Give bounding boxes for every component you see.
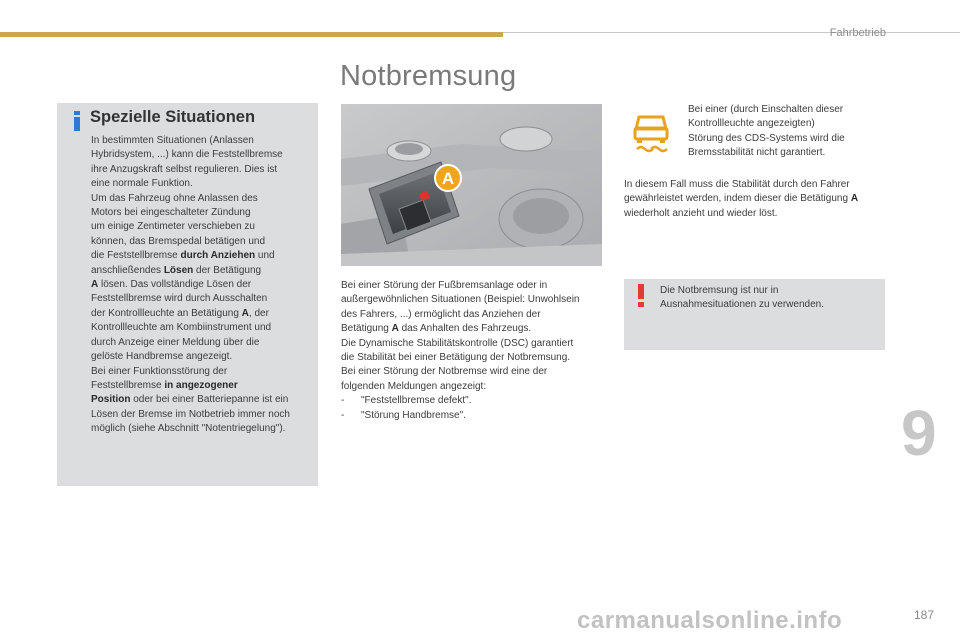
text-line: können, das Bremspedal betätigen und xyxy=(91,235,266,247)
text-line: anschließendes Lösen der Betätigung xyxy=(91,264,262,276)
callout-a-label: A xyxy=(441,169,455,188)
text-line: die Feststellbremse durch Anziehen und xyxy=(91,250,275,262)
text-line: um einige Zentimeter verschieben zu xyxy=(91,221,255,233)
text-line: Störung des CDS-Systems wird die xyxy=(688,132,845,144)
text-line: In diesem Fall muss die Stabilität durch den Fahrer xyxy=(624,179,850,190)
text-line: Bei einer Störung der Fußbremsanlage oder in xyxy=(341,280,548,291)
info-icon xyxy=(70,111,84,131)
text-line: Bei einer Funktionsstörung der xyxy=(91,365,228,377)
text-line: Betätigung A das Anhalten des Fahrzeugs. xyxy=(341,323,532,335)
text-line: - "Störung Handbremse". xyxy=(341,409,466,421)
text-line: der Kontrollleuchte an Betätigung A, der xyxy=(91,307,269,319)
emergency-braking-text xyxy=(341,279,603,423)
text-line: gewährleistet werden, indem dieser die Betätigung A xyxy=(624,193,859,205)
text-line: Kontrollleuchte angezeigten) xyxy=(688,118,815,130)
text-line: Ausnahmesituationen zu verwenden. xyxy=(660,299,824,311)
text-line: A lösen. Das vollständige Lösen der xyxy=(91,279,252,291)
chapter-number: 9 xyxy=(901,397,937,469)
text-line: Position oder bei einer Batteriepanne ist ein xyxy=(91,394,289,406)
text-line: Um das Fahrzeug ohne Anlassen des xyxy=(91,192,258,204)
driver-stability-text xyxy=(624,178,886,221)
text-line: durch Anzeige einer Meldung über die xyxy=(91,336,260,348)
console-illustration xyxy=(341,104,602,266)
text-line: In bestimmten Situationen (Anlassen xyxy=(91,135,254,146)
text-line: Lösen der Bremse im Notbetrieb immer noch xyxy=(91,408,290,420)
text-line: möglich (siehe Abschnitt "Notentriegelung"). xyxy=(91,423,286,435)
warning-text xyxy=(660,284,875,313)
text-line: ihre Anzugskraft selbst regulieren. Dies ist xyxy=(91,163,278,175)
special-situations-box xyxy=(57,103,318,486)
text-line: außergewöhnlichen Situationen (Beispiel: Unwohlsein xyxy=(341,294,580,306)
text-line: - "Feststellbremse defekt". xyxy=(341,395,472,407)
exclamation-icon xyxy=(637,284,645,308)
text-line: Feststellbremse in angezogener xyxy=(91,379,238,391)
page-number: 187 xyxy=(914,608,935,622)
text-line: Hybridsystem, ...) kann die Feststellbremse xyxy=(91,149,283,161)
text-line: Motors bei eingeschalteter Zündung xyxy=(91,207,251,219)
section-title: Fahrbetrieb xyxy=(829,27,886,39)
cds-warning-text xyxy=(688,103,878,161)
text-line: Die Dynamische Stabilitätskontrolle (DSC) garantiert xyxy=(341,337,574,349)
watermark: carmanualsonline.info xyxy=(577,607,843,634)
text-line: Bei einer (durch Einschalten dieser xyxy=(688,104,844,115)
text-line: Bei einer Störung der Notbremse wird eine der xyxy=(341,366,548,378)
warning-box xyxy=(624,279,885,350)
text-line: die Stabilität bei einer Betätigung der Notbremsung. xyxy=(341,352,571,364)
header-gold-rule xyxy=(0,32,503,37)
header-grey-rule xyxy=(503,32,960,33)
page-title: Notbremsung xyxy=(340,60,517,92)
text-line: wiederholt anzieht und wieder löst. xyxy=(624,207,778,219)
info-text xyxy=(91,134,313,437)
text-line: folgenden Meldungen angezeigt: xyxy=(341,380,487,392)
text-line: Die Notbremsung ist nur in xyxy=(660,285,779,296)
text-line: gelöste Handbremse angezeigt. xyxy=(91,351,233,363)
parking-brake-photo xyxy=(341,104,602,266)
text-line: Kontrollleuchte am Kombiinstrument und xyxy=(91,322,272,334)
info-heading: Spezielle Situationen xyxy=(90,108,256,126)
text-line: Bremsstabilität nicht garantiert. xyxy=(688,147,826,159)
text-line: eine normale Funktion. xyxy=(91,178,193,190)
text-line: des Fahrers, ...) ermöglicht das Anziehen der xyxy=(341,308,541,320)
text-line: Feststellbremse wird durch Ausschalten xyxy=(91,293,268,305)
stability-control-warning-icon xyxy=(631,113,671,153)
